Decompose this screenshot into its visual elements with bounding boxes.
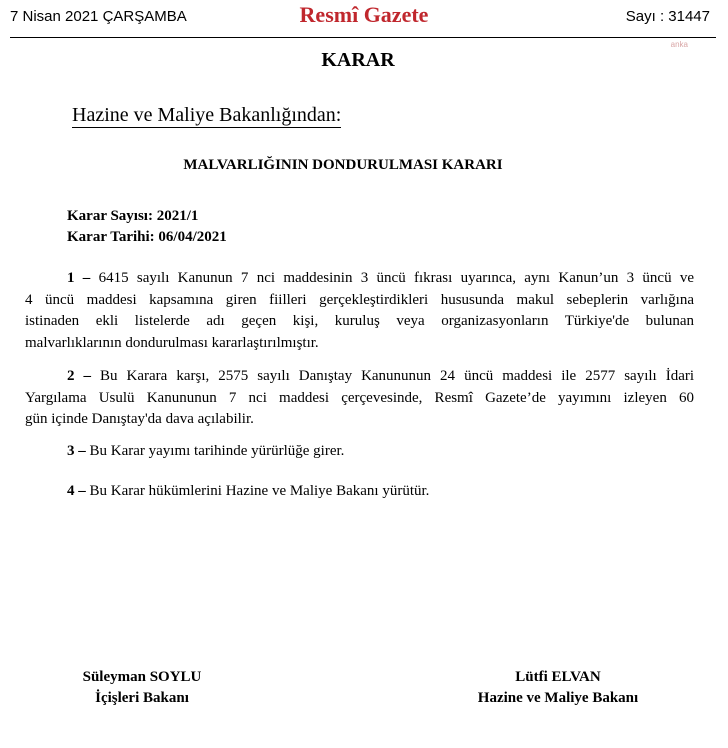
article-2 xyxy=(25,366,694,431)
signatory-name: Süleyman SOYLU xyxy=(82,669,202,685)
decision-number: Karar Sayısı: 2021/1 xyxy=(67,208,199,224)
article-line: Yargılama Usulü Kanununun 7 nci maddesi çerçevesinde, Resmî Gazete’de yayımını izleyen 60 xyxy=(25,389,694,406)
article-1 xyxy=(25,268,694,354)
ministry-name: Hazine ve Maliye Bakanlığından: xyxy=(72,104,342,126)
article-line xyxy=(25,441,694,463)
article-line xyxy=(25,268,694,290)
article-number: 2 – xyxy=(67,368,92,384)
header-divider xyxy=(10,37,716,38)
article-line xyxy=(25,366,694,388)
article-line xyxy=(25,481,694,503)
signatory-name: Lütfi ELVAN xyxy=(515,669,601,685)
signature-block-right xyxy=(448,667,668,709)
article-number: 4 – xyxy=(67,483,86,499)
issue-number: Sayı : 31447 xyxy=(625,8,710,25)
article-3 xyxy=(25,441,694,463)
signatory-title: Hazine ve Maliye Bakanı xyxy=(477,690,639,706)
header-date: 7 Nisan 2021 ÇARŞAMBA xyxy=(10,8,187,25)
article-line: istinaden ekli listelerde adı geçen kişi, kuruluş veya organizasyonların Türkiye'de bulunan xyxy=(25,313,694,329)
decision-title: MALVARLIĞININ DONDURULMASI KARARI xyxy=(183,157,503,173)
article-4 xyxy=(25,481,694,503)
article-text: Bu Karar hükümlerini Hazine ve Maliye Bakanı yürütür. xyxy=(89,483,430,499)
signatory-title: İçişleri Bakanı xyxy=(95,690,189,706)
article-number: 1 – xyxy=(67,270,91,286)
watermark: anka xyxy=(670,40,688,49)
section-heading: KARAR xyxy=(321,49,395,71)
article-number: 3 – xyxy=(67,443,86,459)
article-text: Bu Karara karşı, 2575 sayılı Danıştay Kanununun 24 üncü maddesi ile 2577 sayılı İdari xyxy=(100,368,695,384)
signature-block-left xyxy=(52,667,232,709)
gazette-title: Resmî Gazete xyxy=(299,2,429,27)
article-line: gün içinde Danıştay'da dava açılabilir. xyxy=(25,411,254,427)
article-text: 6415 sayılı Kanunun 7 nci maddesinin 3 üncü fıkrası uyarınca, aynı Kanun’un 3 üncü ve xyxy=(98,270,695,286)
decision-date: Karar Tarihi: 06/04/2021 xyxy=(67,229,227,245)
article-line: 4 üncü maddesi kapsamına giren fiilleri gerçekleştirdikleri hususunda makul sebeplerin varlığına xyxy=(25,291,694,308)
article-line: malvarlıklarının dondurulması kararlaştırılmıştır. xyxy=(25,334,319,351)
article-text: Bu Karar yayımı tarihinde yürürlüğe girer. xyxy=(89,443,345,459)
